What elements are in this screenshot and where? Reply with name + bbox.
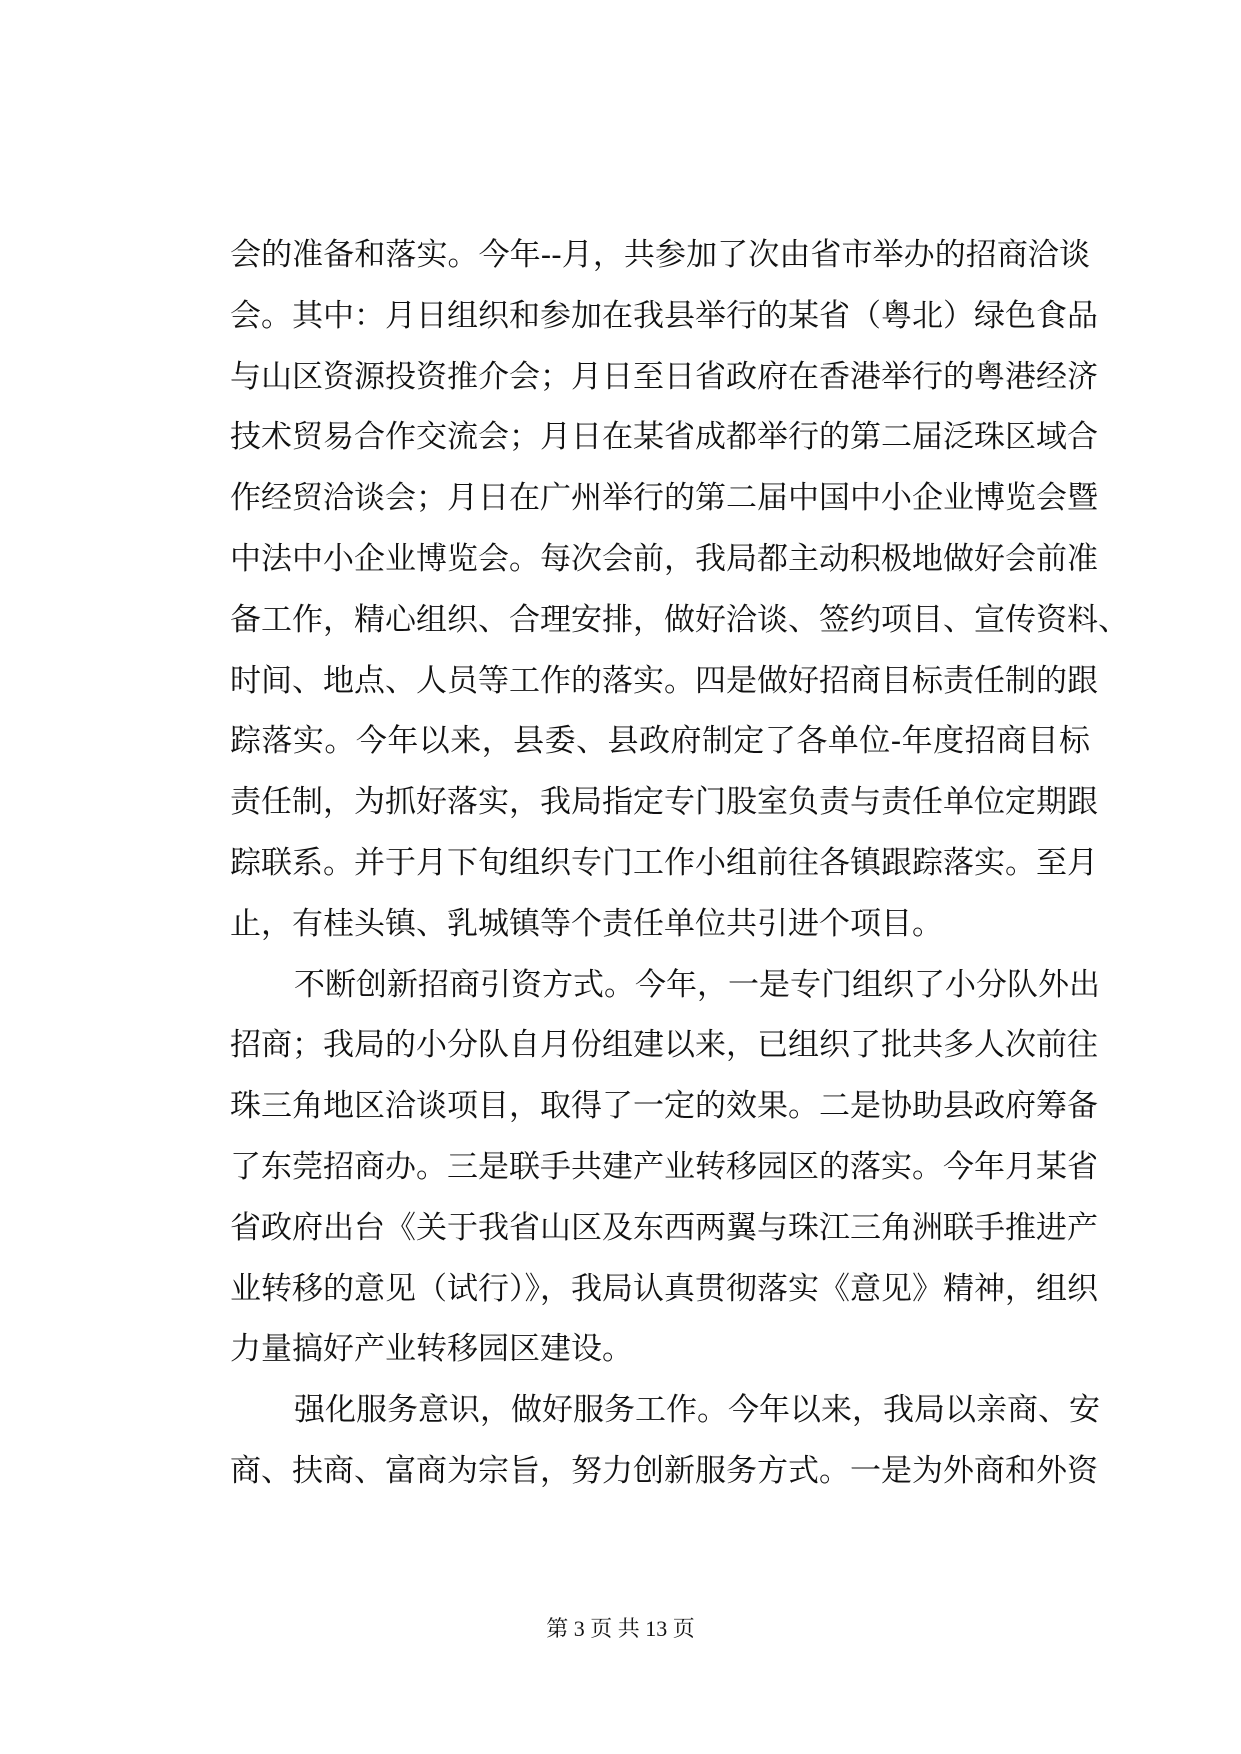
text-line: 强化服务意识，做好服务工作。今年以来，我局以亲商、安 — [294, 1392, 1100, 1429]
text-line: 商、扶商、富商为宗旨，努力创新服务方式。一是为外商和外资 — [230, 1452, 1098, 1489]
text-line: 省政府出台《关于我省山区及东西两翼与珠江三角洲联手推进产 — [230, 1209, 1098, 1246]
text-line: 中法中小企业博览会。每次会前，我局都主动积极地做好会前准 — [230, 540, 1098, 577]
text-line: 时间、地点、人员等工作的落实。四是做好招商目标责任制的跟 — [230, 662, 1098, 699]
text-line: 业转移的意见（试行）》，我局认真贯彻落实《意见》精神，组织 — [230, 1270, 1098, 1307]
text-line: 珠三角地区洽谈项目，取得了一定的效果。二是协助县政府筹备 — [230, 1088, 1098, 1125]
text-line: 踪落实。今年以来，县委、县政府制定了各单位-年度招商目标 — [230, 723, 1090, 760]
text-line: 与山区资源投资推介会；月日至日省政府在香港举行的粤港经济 — [230, 358, 1098, 395]
text-line: 作经贸洽谈会；月日在广州举行的第二届中国中小企业博览会暨 — [230, 480, 1098, 517]
text-line: 招商；我局的小分队自月份组建以来，已组织了批共多人次前往 — [230, 1027, 1098, 1064]
text-line: 技术贸易合作交流会；月日在某省成都举行的第二届泛珠区域合 — [230, 419, 1098, 456]
paragraph — [230, 225, 1129, 955]
text-line: 会。其中：月日组织和参加在我县举行的某省（粤北）绿色食品 — [230, 297, 1098, 334]
text-line: 踪联系。并于月下旬组织专门工作小组前往各镇跟踪落实。至月 — [230, 844, 1098, 881]
text-line: 止，有桂头镇、乳城镇等个责任单位共引进个项目。 — [230, 905, 943, 942]
paragraph — [230, 955, 1100, 1381]
text-line: 备工作，精心组织、合理安排，做好洽谈、签约项目、宣传资料、 — [230, 601, 1129, 638]
page-footer: 第 3 页 共 13 页 — [546, 1616, 695, 1641]
text-line: 力量搞好产业转移园区建设。 — [230, 1331, 633, 1368]
text-line: 责任制，为抓好落实，我局指定专门股室负责与责任单位定期跟 — [230, 784, 1098, 821]
paragraph — [230, 1380, 1100, 1502]
text-line: 不断创新招商引资方式。今年，一是专门组织了小分队外出 — [294, 966, 1100, 1003]
document-body — [230, 225, 1129, 1502]
text-line: 会的准备和落实。今年--月，共参加了次由省市举办的招商洽谈 — [230, 237, 1090, 273]
text-line: 了东莞招商办。三是联手共建产业转移园区的落实。今年月某省 — [230, 1148, 1098, 1185]
